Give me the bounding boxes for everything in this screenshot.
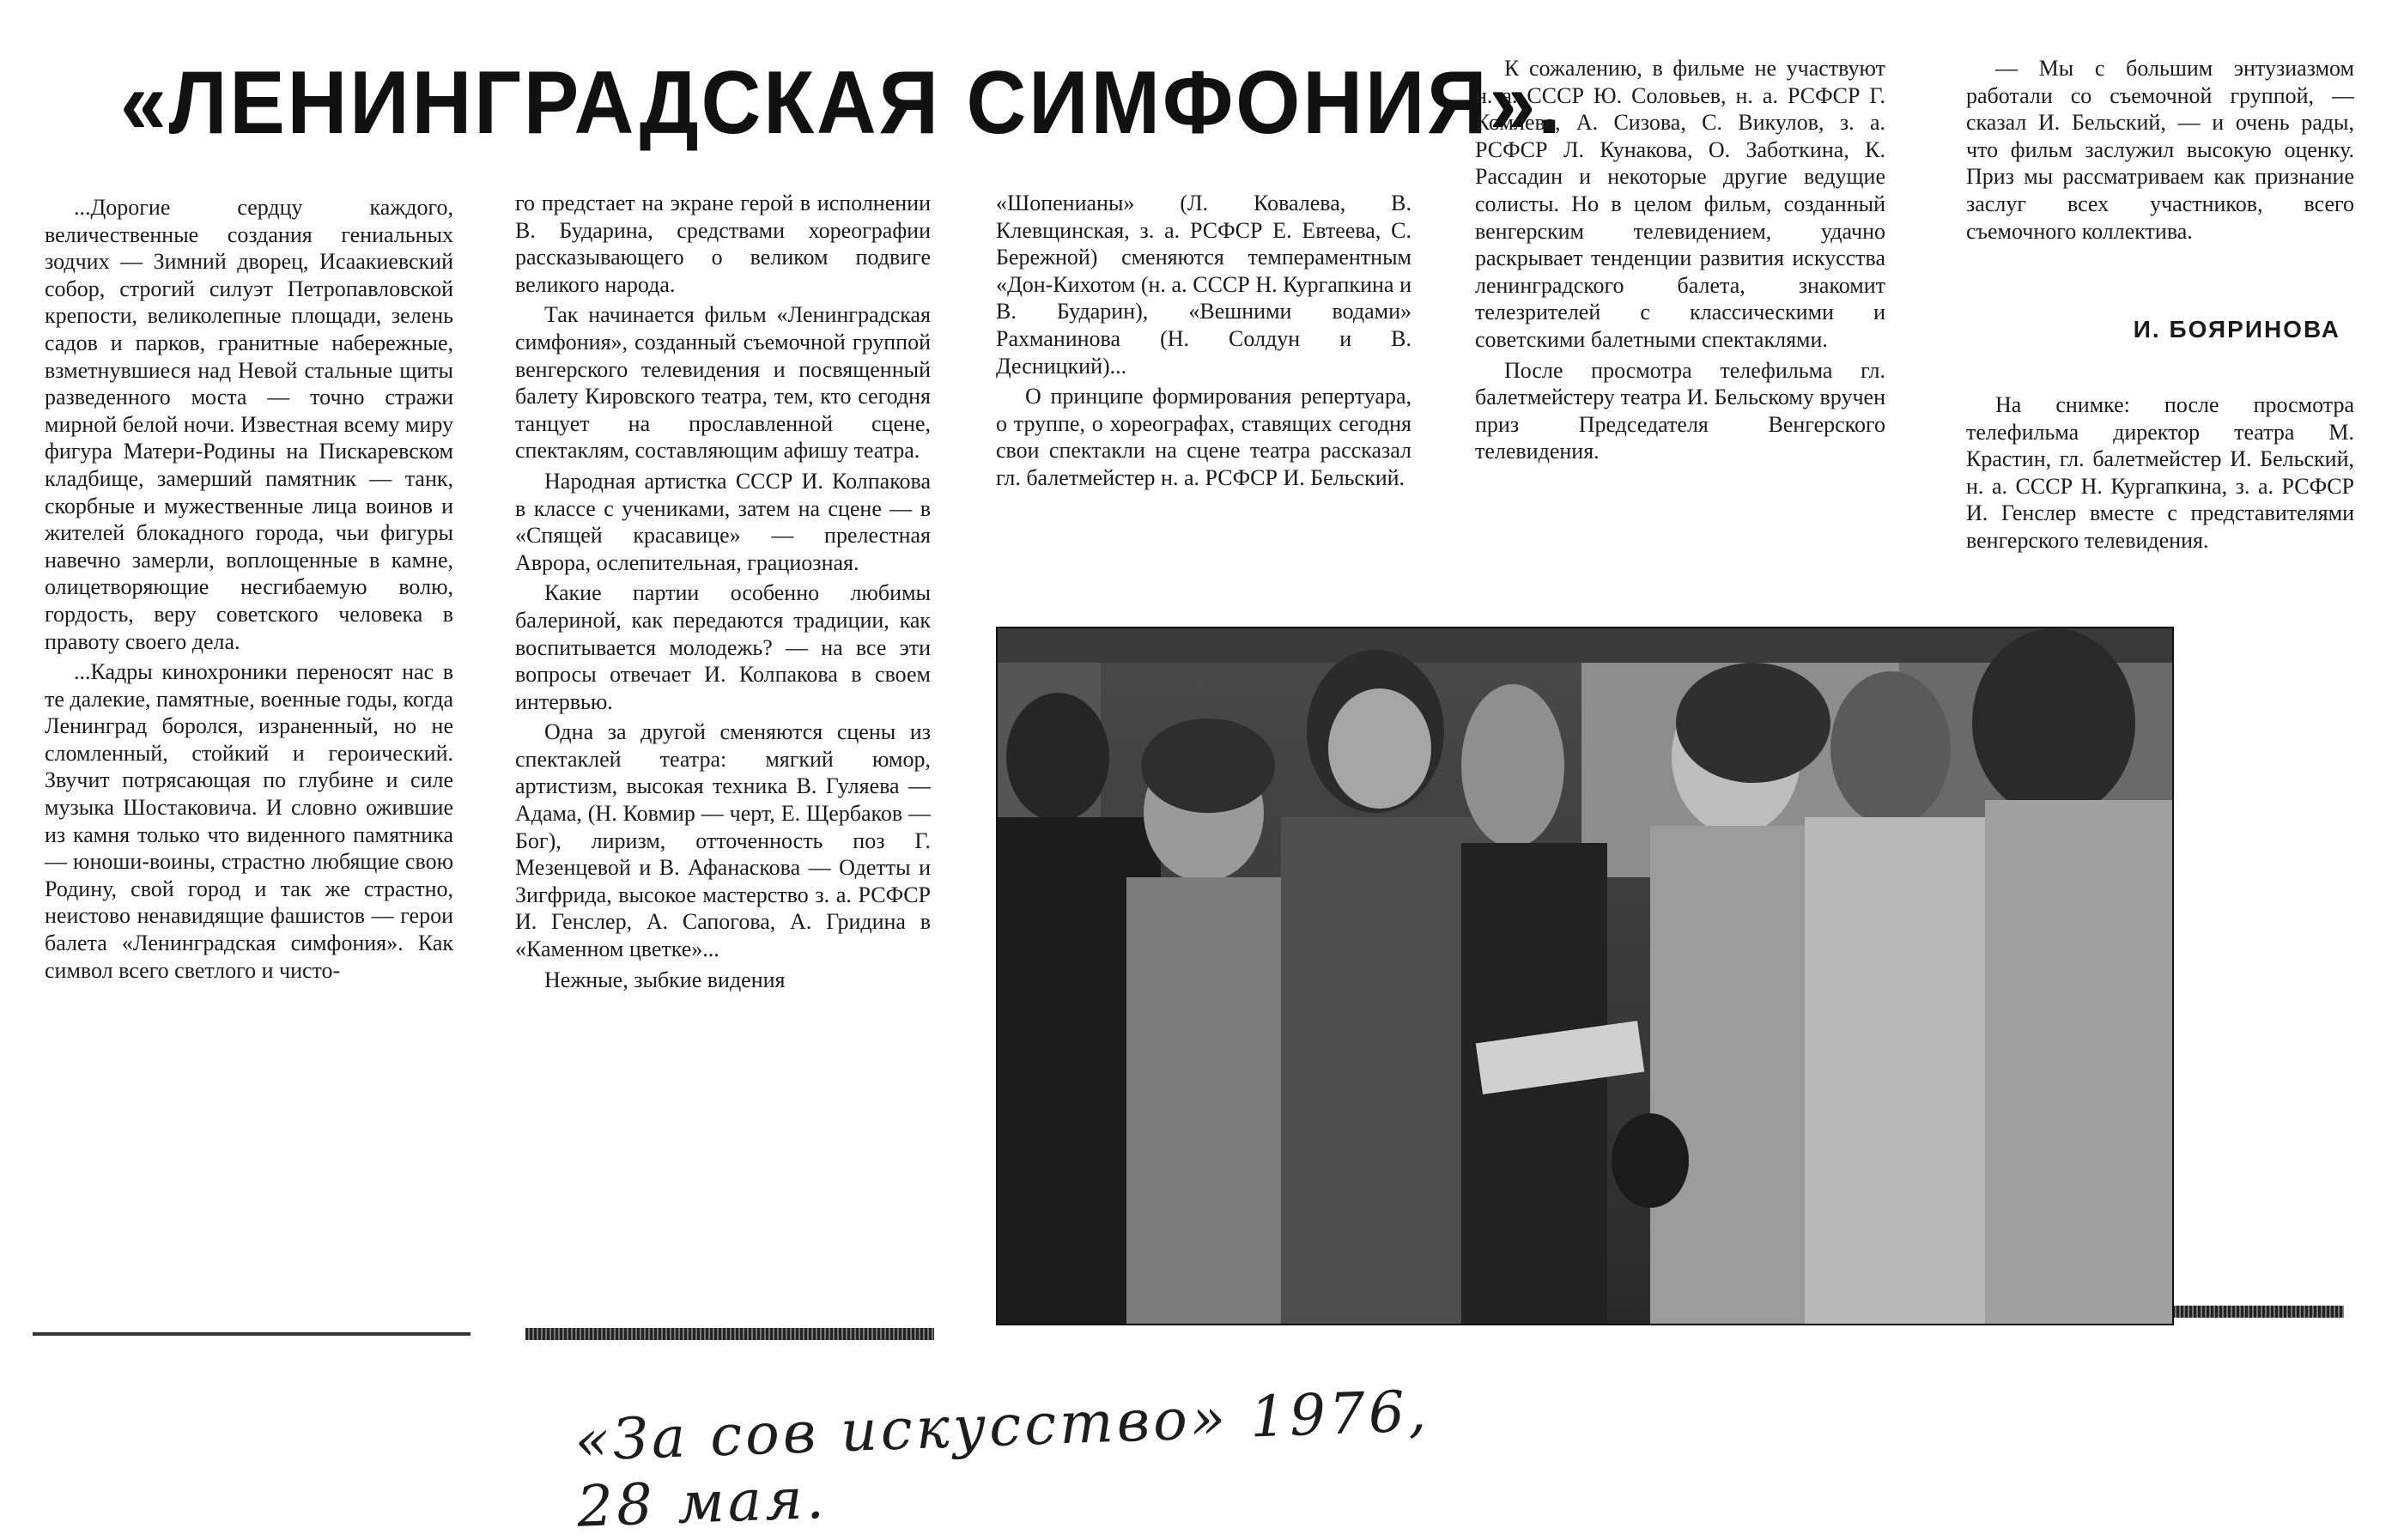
article-column-4 — [1475, 55, 1885, 469]
paragraph: ...Дорогие сердцу каждого, величественные создания гениальных зодчих — Зимний дворец, Исаакиевский собор, строгий силуэт Петропавловской крепости, великолепные площади, зелень садов и парков, гранитные набережные, взметнувшиеся над Невой стальные щиты разведенного моста — точно стражи мирной белой ночи. Известная всему миру фигура Матери-Родины на Пискаревском кладбище, замерший памятник — танк, скорбные и мужественные лица воинов и жителей блокадного города, чьи фигуры навечно замерли, воплощенные в камне, олицетворяющие несгибаемую волю, гордость, веру советского человека в правоту своего дела. — [45, 195, 453, 654]
photo-image — [998, 628, 2172, 1324]
column-rule — [33, 1332, 470, 1336]
article-photo — [996, 627, 2174, 1325]
paragraph: О принципе формирования репертуара, о труппе, о хореографах, ставящих сегодня свои спектакли на сцене театра рассказал гл. балетмейстер н. а. РСФСР И. Бельский. — [996, 384, 1411, 490]
column-rule — [2172, 1306, 2344, 1318]
paragraph: Одна за другой сменяются сцены из спектаклей театра: мягкий юмор, артистизм, высокая техника В. Гуляева — Адама, (Н. Ковмир — черт, Е. Щербаков — Бог), лиризм, отточенность поз Г. Мезенцевой и В. Афанаскова — Одетты и Зигфрида, высокое мастерство з. а. РСФСР И. Генслер, А. Сапогова, А. Гридина в «Каменном цветке»... — [515, 719, 931, 962]
paragraph: — Мы с большим энтузиазмом работали со съемочной группой, — сказал И. Бельский, — и очень рады, что фильм заслужил высокую оценку. Приз мы рассматриваем как признание заслуг всех участников, всего съемочного коллектива. — [1966, 56, 2354, 244]
article-author: И. БОЯРИНОВА — [2133, 316, 2340, 343]
caption-text: На снимке: после просмотра телефильма директор театра М. Крастин, гл. балетмейстер И. Бельский, н. а. СССР Н. Кургапкина, з. а. РСФСР И. Генслер вместе с представителями венгерского телевидения. — [1966, 392, 2354, 553]
paragraph: ...Кадры кинохроники переносят нас в те далекие, памятные, военные годы, когда Ленинград боролся, израненный, но не сломленный, стойкий и героический. Звучит потрясающая по глубине и силе музыка Шостаковича. И словно ожившие из камня только что виденного памятника — юноши-воины, страстно любящие свою Родину, свой город и так же страстно, неистово ненавидящие фашистов — герои балета «Ленинградская симфония». Как символ всего светлого и чисто- — [45, 659, 453, 983]
paragraph: Так начинается фильм «Ленинградская симфония», созданный съемочной группой венгерского телевидения и посвященный балету Кировского театра, тем, кто сегодня танцует на прославленной сцене, спектаклям, составляющим афишу театра. — [515, 302, 931, 464]
handwritten-source-note: «За сов искусство» 1976, 28 мая. — [574, 1378, 1431, 1540]
article-headline: «ЛЕНИНГРАДСКАЯ СИМФОНИЯ». — [120, 53, 1563, 153]
photo-caption — [1966, 391, 2354, 555]
paragraph: Нежные, зыбкие видения — [544, 967, 786, 992]
paragraph: После просмотра телефильма гл. балетмейстеру театра И. Бельскому вручен приз Председателя Венгерского телевидения. — [1475, 357, 1885, 464]
paragraph: Народная артистка СССР И. Колпакова в классе с учениками, затем на сцене — в «Спящей красавице» — прелестная Аврора, ослепительная, грациозная. — [515, 468, 931, 575]
paragraph: Какие партии особенно любимы балериной, как передаются традиции, как воспитывается молодежь? — на все эти вопросы отвечает И. Колпакова в своем интервью. — [515, 580, 931, 714]
paragraph: К сожалению, в фильме не участвуют н. а. СССР Ю. Соловьев, н. а. РСФСР Г. Комлева, А. Сизова, С. Викулов, з. а. РСФСР Л. Кунакова, О. Заботкина, К. Рассадин и некоторые другие ведущие солисты. Но в целом фильм, созданный венгерским телевидением, удачно раскрывает тенденции развития искусства ленинградского балета, знакомит телезрителей с классическими и советскими балетными спектаклями. — [1475, 56, 1885, 352]
article-column-5 — [1966, 55, 2354, 248]
column-rule — [525, 1328, 934, 1340]
paragraph: го предстает на экране герой в исполнении В. Бударина, средствами хореографии рассказывающего о великом подвиге великого народа. — [515, 191, 931, 297]
article-column-3 — [996, 190, 1411, 495]
article-column-2 — [515, 190, 931, 997]
article-column-1 — [45, 194, 453, 987]
paragraph: «Шопенианы» (Л. Ковалева, В. Клевщинская, з. а. РСФСР Е. Евтеева, С. Бережной) сменяются темпераментным «Дон-Кихотом (н. а. СССР Н. Кургапкина и В. Бударин), «Вешними водами» Рахманинова (Н. Солдун и В. Десницкий)... — [996, 191, 1411, 379]
